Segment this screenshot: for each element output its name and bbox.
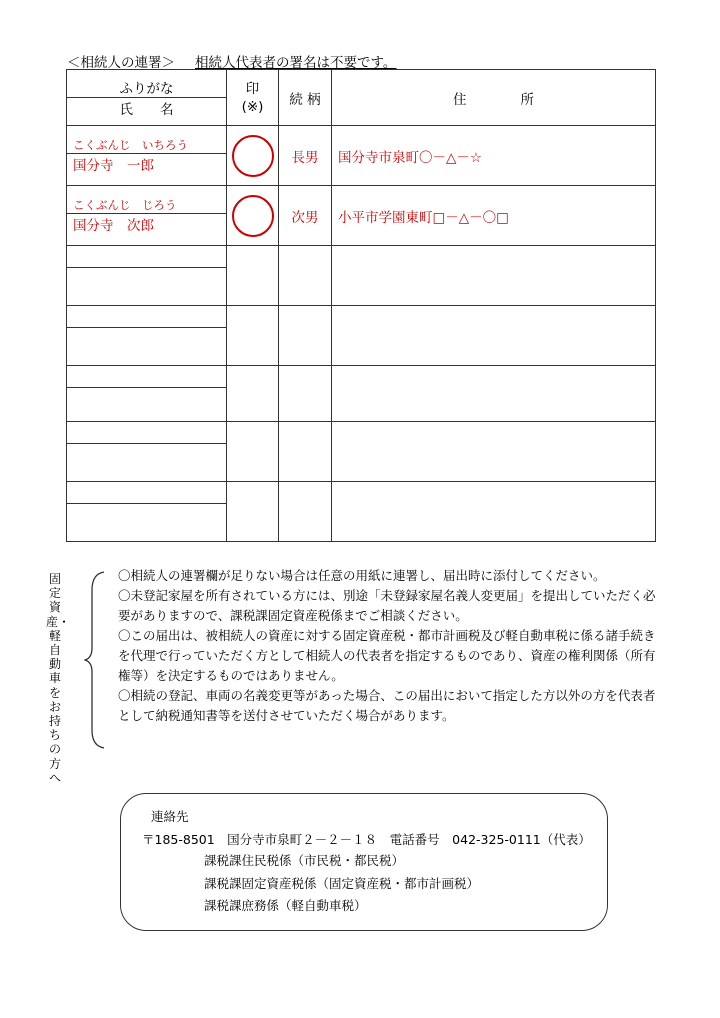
table-row [67, 126, 656, 186]
address-field[interactable] [332, 422, 656, 482]
contact-section: 課税課固定資産税係（固定資産税・都市計画税） [204, 876, 480, 891]
heirs-signature-table [66, 69, 656, 542]
heading-title: ＜相続人の連署＞ [67, 55, 175, 71]
furigana-field[interactable] [67, 306, 226, 328]
header-name: 氏 名 [119, 102, 174, 118]
furigana-field[interactable] [67, 246, 226, 268]
name-field[interactable] [67, 504, 226, 541]
furigana-field[interactable] [67, 482, 226, 504]
address-field[interactable] [332, 482, 656, 542]
furigana-entry[interactable]: こくぶんじ いちろう [67, 137, 226, 154]
contact-address: 〒185-8501 国分寺市泉町２－２－１８ 電話番号 042-325-0111（代表） [142, 832, 591, 847]
table-row-empty [67, 306, 656, 366]
furigana-field[interactable] [67, 422, 226, 444]
contact-title: 連絡先 [151, 809, 189, 824]
contact-box [120, 793, 608, 931]
name-entry[interactable]: 国分寺 次郎 [73, 218, 154, 234]
header-address: 住 所 [332, 70, 656, 126]
table-row-empty [67, 482, 656, 542]
seal-field[interactable] [227, 246, 279, 306]
table-row [67, 186, 656, 246]
notes-block [118, 566, 658, 726]
brace-icon [84, 570, 106, 750]
name-field[interactable] [67, 268, 226, 305]
relation-entry[interactable]: 次男 [279, 186, 332, 246]
relation-field[interactable] [279, 422, 332, 482]
relation-field[interactable] [279, 306, 332, 366]
seal-circle [232, 195, 274, 237]
heading-note: 相続人代表者の署名は不要です。 [195, 55, 397, 71]
contact-section: 課税課庶務係（軽自動車税） [204, 898, 367, 913]
note-item: 〇この届出は、被相続人の資産に対する固定資産税・都市計画税及び軽自動車税に係る諸手続きを代理で行っていただく方として相続人の代表者を指定するものであり、資産の権利関係（所有権等）を決定するものではありません。 [118, 628, 656, 683]
relation-field[interactable] [279, 482, 332, 542]
header-seal: 印 (※) [227, 70, 279, 126]
address-field[interactable] [332, 306, 656, 366]
name-entry[interactable]: 国分寺 一郎 [73, 158, 154, 174]
seal-field[interactable] [227, 306, 279, 366]
header-furigana: ふりがな [67, 77, 226, 98]
section-heading [67, 51, 396, 71]
table-header-row [67, 70, 656, 126]
address-entry[interactable]: 国分寺市泉町〇－△－☆ [332, 126, 656, 186]
side-label: 固定資産・軽自動車をお持ちの方へ [46, 572, 71, 785]
address-field[interactable] [332, 246, 656, 306]
name-field[interactable] [67, 388, 226, 421]
header-relation: 続 柄 [279, 70, 332, 126]
table-row-empty [67, 246, 656, 306]
note-item: 〇未登記家屋を所有されている方には、別途「未登録家屋名義人変更届」を提出していただく必要がありますので、課税課固定資産税係までご相談ください。 [118, 588, 656, 623]
table-row-empty [67, 366, 656, 422]
note-item: 〇相続の登記、車両の名義変更等があった場合、この届出において指定した方以外の方を代表者として納税通知書等を送付させていただく場合があります。 [118, 688, 656, 723]
relation-field[interactable] [279, 246, 332, 306]
name-field[interactable] [67, 444, 226, 481]
seal-field[interactable] [227, 366, 279, 422]
address-entry[interactable]: 小平市学園東町□－△－〇□ [332, 186, 656, 246]
seal-field[interactable] [227, 482, 279, 542]
seal-circle [232, 135, 274, 177]
relation-entry[interactable]: 長男 [279, 126, 332, 186]
name-field[interactable] [67, 328, 226, 365]
furigana-entry[interactable]: こくぶんじ じろう [67, 197, 226, 214]
furigana-field[interactable] [67, 366, 226, 388]
seal-field[interactable] [227, 422, 279, 482]
header-name-cell [67, 70, 227, 126]
contact-section: 課税課住民税係（市民税・都民税） [204, 853, 405, 868]
note-item: 〇相続人の連署欄が足りない場合は任意の用紙に連署し、届出時に添付してください。 [118, 568, 606, 583]
address-field[interactable] [332, 366, 656, 422]
relation-field[interactable] [279, 366, 332, 422]
table-row-empty [67, 422, 656, 482]
